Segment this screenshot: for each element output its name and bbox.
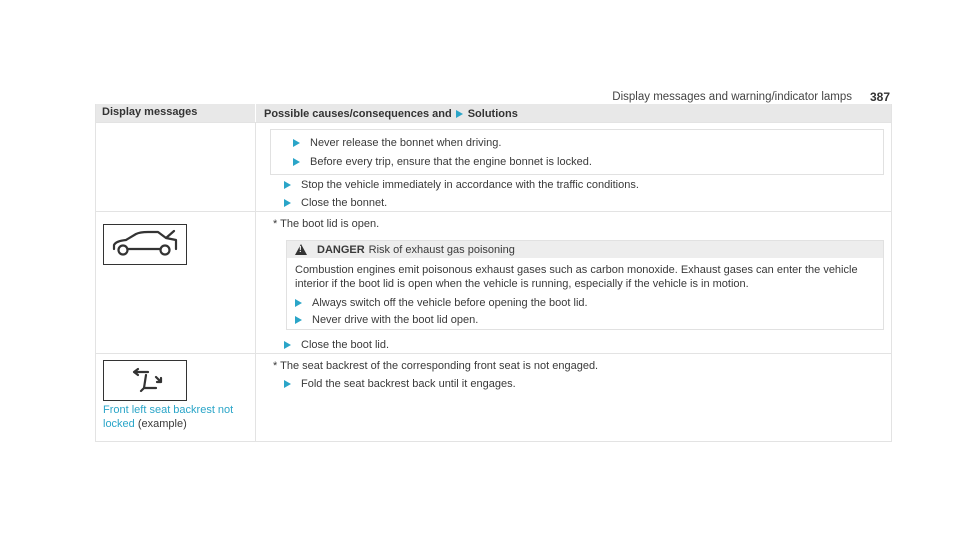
- arrow-icon: [284, 380, 291, 388]
- arrow-icon: [295, 316, 302, 324]
- list-item: Always switch off the vehicle before opening the boot lid.: [295, 297, 588, 309]
- warning-icon: [295, 244, 307, 255]
- header-title: Display messages and warning/indicator lamps: [612, 91, 852, 103]
- arrow-icon: [456, 110, 463, 118]
- seat-backrest-icon: [103, 360, 187, 401]
- arrow-icon: [293, 158, 300, 166]
- table-header: [96, 104, 891, 122]
- arrow-icon: [284, 181, 291, 189]
- row-intro: * The seat backrest of the corresponding front seat is not engaged.: [273, 360, 599, 372]
- seat-label: Front left seat backrest not: [103, 404, 234, 416]
- danger-title: Risk of exhaust gas poisoning: [368, 243, 515, 256]
- display-messages-table: [95, 104, 892, 442]
- page-header: [95, 85, 890, 106]
- notes-box: [270, 129, 884, 175]
- danger-label: DANGER: [317, 243, 365, 256]
- arrow-icon: [295, 299, 302, 307]
- car-boot-open-icon: [103, 224, 187, 265]
- col-display-messages: Display messages: [96, 104, 256, 122]
- row-intro: * The boot lid is open.: [273, 218, 380, 230]
- arrow-icon: [293, 139, 300, 147]
- list-item: Never release the bonnet when driving.: [293, 137, 501, 149]
- table-row: [96, 353, 891, 441]
- list-item: Never drive with the boot lid open.: [295, 314, 478, 326]
- danger-box: [286, 240, 884, 330]
- col2-solutions-label: Solutions: [467, 108, 518, 120]
- page-number: 387: [869, 90, 890, 104]
- table-row: [96, 211, 891, 353]
- seat-label-line2: locked (example): [103, 418, 187, 430]
- list-item: Close the boot lid.: [284, 339, 389, 351]
- arrow-icon: [284, 199, 291, 207]
- list-item: Fold the seat backrest back until it engages.: [284, 378, 516, 390]
- arrow-icon: [284, 341, 291, 349]
- list-item: Before every trip, ensure that the engine bonnet is locked.: [293, 156, 592, 168]
- danger-header: [287, 241, 883, 258]
- danger-text: interior if the boot lid is open when the vehicle is running, especially if the vehicle is in motion.: [295, 278, 749, 290]
- col2-label: Possible causes/consequences and: [264, 108, 452, 120]
- danger-text: Combustion engines emit poisonous exhaust gases such as carbon monoxide. Exhaust gases can enter the vehicle: [295, 264, 858, 276]
- list-item: Close the bonnet.: [284, 197, 387, 209]
- list-item: Stop the vehicle immediately in accordance with the traffic conditions.: [284, 179, 639, 191]
- col-causes-solutions: [256, 104, 891, 122]
- table-row: [96, 122, 891, 211]
